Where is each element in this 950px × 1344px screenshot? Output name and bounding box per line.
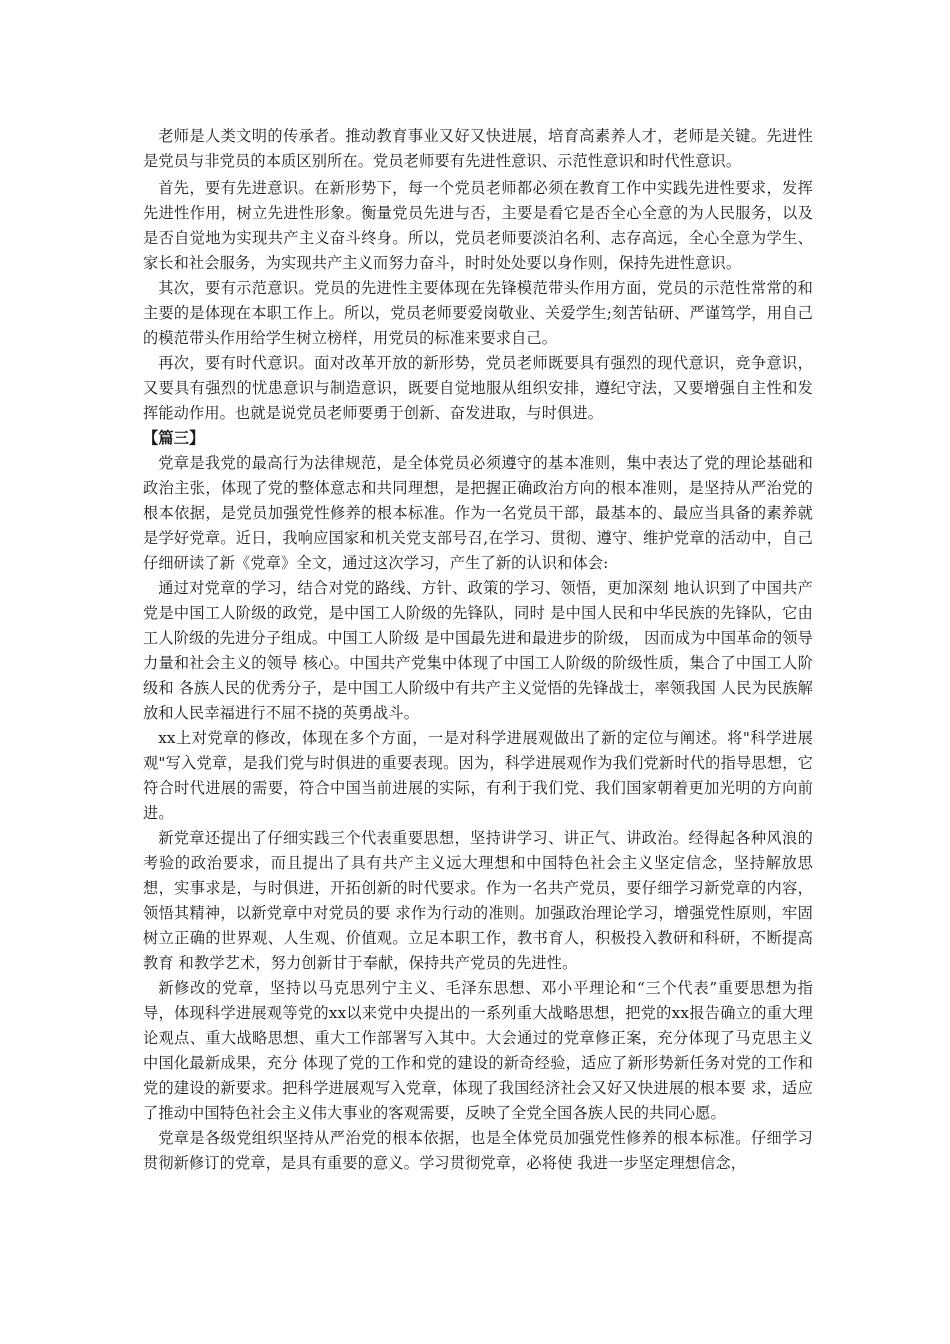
paragraph-third-awareness: 再次，要有时代意识。面对改革开放的新形势，党员老师既要具有强烈的现代意识，竞争意识，又要具有强烈的忧患意识与制造意识，既要自觉地服从组织安排，遵纪守法，又要增强自主性和发挥能动作用。也就是说党员老师要勇于创新、奋发进取，与时俱进。: [143, 354, 813, 422]
paragraph-scientific-development: xx上对党章的修改，体现在多个方面，一是对科学进展观做出了新的定位与阐述。将"科学进展观"写入党章，是我们党与时俱进的重要表现。因为，科学进展观作为我们党新时代的指导思想，它符合时代进展的需要，符合中国当前进展的实际，有利于我们党、我们国家朝着更加光明的方向前进。: [143, 729, 813, 822]
paragraph-strict-governance: 党章是各级党组织坚持从严治党的根本依据，也是全体党员加强党性修养的根本标准。仔细学习贯彻新修订的党章，是具有重要的意义。学习贯彻党章，必将使 我进一步坚定理想信念，: [143, 1129, 813, 1172]
paragraph-first-awareness: 首先，要有先进意识。在新形势下，每一个党员老师都必须在教育工作中实践先进性要求，发挥先进性作用，树立先进性形象。衡量党员先进与否，主要是看它是否全心全意的为人民服务，以及是否自觉地为实现共产主义奋斗终身。所以，党员老师要淡泊名利、志存高远，全心全意为学生、家长和社会服务，为实现共产主义而努力奋斗，时时处处要以身作则，保持先进性意识。: [143, 179, 813, 272]
section-heading: 【篇三】: [143, 429, 205, 447]
document-body: [143, 124, 813, 1176]
paragraph-teachers-intro: 老师是人类文明的传承者。推动教育事业又好又快进展，培育高素养人才，老师是关键。先进性是党员与非党员的本质区别所在。党员老师要有先进性意识、示范性意识和时代性意识。: [143, 127, 813, 170]
paragraph-three-represents: 新党章还提出了仔细实践三个代表重要思想，坚持讲学习、讲正气、讲政治。经得起各种风浪的考验的政治要求，而且提出了具有共产主义远大理想和中国特色社会主义坚定信念，坚持解放思想，实事求是，与时俱进，开拓创新的时代要求。作为一名共产党员，要仔细学习新党章的内容，领悟其精神，以新党章中对党员的要 求作为行动的准则。加强政治理论学习，增强党性原则，牢固树立正确的世界观、人生观、价值观。立足本职工作，教书育人，积极投入教研和科研，不断提高教育 和教学艺术，努力创新甘于奉献，保持共产党员的先进性。: [143, 829, 813, 972]
paragraph-study-understanding: 通过对党章的学习，结合对党的路线、方针、政策的学习、领悟，更加深刻 地认识到了中国共产党是中国工人阶级的政党，是中国工人阶级的先锋队，同时 是中国人民和中华民族的先锋队，它由工人阶级的先进分子组成。中国工人阶级 是中国最先进和最进步的阶级， 因而成为中国革命的领导力量和社会主义的领导 核心。中国共产党集中体现了中国工人阶级的阶级性质，集合了中国工人阶级和 各族人民的优秀分子，是中国工人阶级中有共产主义觉悟的先锋战士，率领我国 人民为民族解放和人民幸福进行不屈不挠的英勇战斗。: [143, 579, 813, 722]
paragraph-second-awareness: 其次，要有示范意识。党员的先进性主要体现在先锋模范带头作用方面，党员的示范性常常的和主要的是体现在本职工作上。所以，党员老师要爱岗敬业、关爱学生;刻苦钻研、严谨笃学，用自己的模范带头作用给学生树立榜样，用党员的标准来要求自己。: [143, 279, 813, 347]
paragraph-revised-constitution: 新修改的党章，坚持以马克思列宁主义、毛泽东思想、邓小平理论和“三个代表”重要思想为指导，体现科学进展观等党的xx以来党中央提出的一系列重大战略思想，把党的xx报告确立的重大理论观点、重大战略思想、重大工作部署写入其中。大会通过的党章修正案，充分体现了马克思主义中国化最新成果，充分 体现了党的工作和党的建设的新奇经验，适应了新形势新任务对党的工作和党的建设的新要求。把科学进展观写入党章，体现了我国经济社会又好又快进展的根本要 求，适应了推动中国特色社会主义伟大事业的客观需要，反映了全党全国各族人民的共同心愿。: [143, 979, 813, 1122]
paragraph-party-constitution-intro: 党章是我党的最高行为法律规范，是全体党员必须遵守的基本准则，集中表达了党的理论基础和政治主张，体现了党的整体意志和共同理想，是把握正确政治方向的根本准则，是坚持从严治党的根本依据，是党员加强党性修养的根本标准。作为一名党员干部，最基本的、最应当具备的素养就是学好党章。近日，我响应国家和机关党支部号召,在学习、贯彻、遵守、维护党章的活动中，自己仔细研读了新《党章》全文，通过这次学习，产生了新的认识和体会:: [143, 454, 813, 572]
